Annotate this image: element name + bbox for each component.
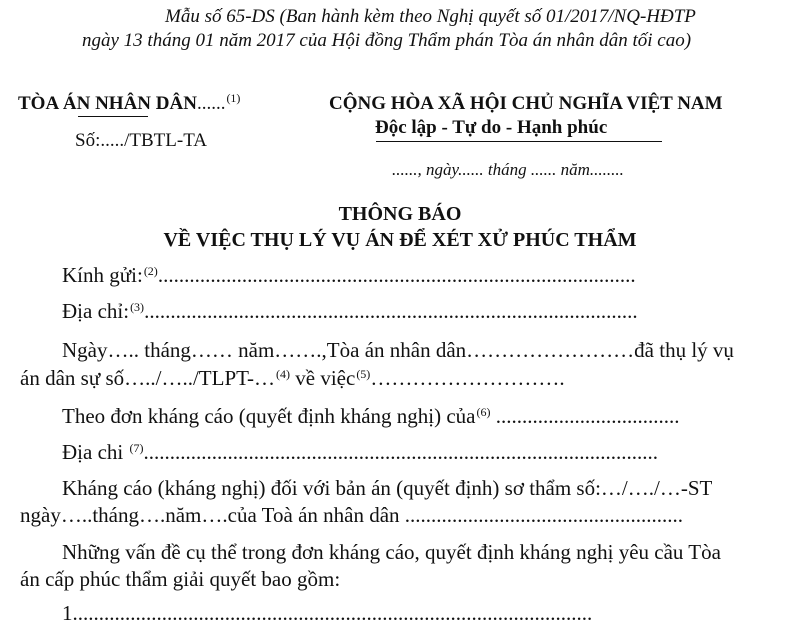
theo-don-footnote: (6) <box>476 405 491 419</box>
form-header-line1: Mẫu số 65-DS (Ban hành kèm theo Nghị quyết số 01/2017/NQ-HĐTP <box>165 6 696 27</box>
thu-ly-case-number: án dân sự số…../…../TLPT-… <box>20 366 276 390</box>
dia-chi2-footnote: (7) <box>129 441 144 455</box>
court-name-footnote: (1) <box>226 91 241 105</box>
thu-ly-line1: Ngày….. tháng…… năm…….,Tòa án nhân dân……………………đã thụ lý vụ <box>62 338 734 362</box>
dia-chi-line <box>62 299 638 324</box>
dia-chi2-label: Địa chi <box>62 440 124 464</box>
thu-ly-ve-viec: về việc <box>295 366 356 390</box>
motto-underline <box>376 141 662 142</box>
nhung-van-de-line2: án cấp phúc thẩm giải quyết bao gồm: <box>20 567 341 591</box>
kinh-gui-line <box>62 263 636 288</box>
kinh-gui-footnote: (2) <box>143 264 158 278</box>
theo-don-dots: ................................... <box>490 404 680 428</box>
thu-ly-footnote-5: (5) <box>356 367 371 381</box>
thu-ly-line2 <box>20 366 565 391</box>
court-name-underline <box>78 116 148 117</box>
date-line: ......, ngày...... tháng ...... năm........ <box>392 160 624 179</box>
khang-cao-date: ngày…..tháng….năm….của Toà án nhân dân <box>20 503 400 527</box>
khang-cao-line1: Kháng cáo (kháng nghị) đối với bản án (quyết định) sơ thẩm số:…/…./…-ST <box>62 476 713 500</box>
court-number: Số:...../TBTL-TA <box>75 130 207 151</box>
khang-cao-dots: ..................................................... <box>399 503 684 527</box>
item-1-number: 1 <box>62 601 73 625</box>
theo-don-line <box>62 404 680 429</box>
thu-ly-footnote-4: (4) <box>276 367 291 381</box>
khang-cao-line2 <box>20 503 683 528</box>
theo-don-label: Theo đơn kháng cáo (quyết định kháng nghị) của <box>62 404 476 428</box>
dia-chi2-dots: .................................................................................................. <box>143 440 658 464</box>
dia-chi2-line <box>62 440 658 465</box>
dia-chi-footnote: (3) <box>130 300 145 314</box>
court-name-text: TÒA ÁN NHÂN DÂN <box>18 93 197 114</box>
nhung-van-de-line1: Những vấn đề cụ thể trong đơn kháng cáo, quyết định kháng nghị yêu cầu Tòa <box>62 540 721 564</box>
dia-chi-dots: .............................................................................................. <box>144 299 638 323</box>
kinh-gui-dots: ........................................................................................... <box>157 263 636 287</box>
item-1-line <box>62 601 592 626</box>
thu-ly-dots: ………………………. <box>370 366 565 390</box>
court-name-dots: ...... <box>196 93 226 114</box>
kinh-gui-label: Kính gửi: <box>62 263 143 287</box>
court-name <box>18 93 240 115</box>
notice-title: THÔNG BÁO <box>338 203 462 225</box>
form-header-line2: ngày 13 tháng 01 năm 2017 của Hội đồng Thẩm phán Tòa án nhân dân tối cao) <box>82 30 692 51</box>
republic-motto: Độc lập - Tự do - Hạnh phúc <box>375 117 608 138</box>
item-1-dots: ................................................................................................... <box>72 601 593 625</box>
republic-title: CỘNG HÒA XÃ HỘI CHỦ NGHĨA VIỆT NAM <box>329 93 723 114</box>
dia-chi-label: Địa chỉ: <box>62 299 130 323</box>
notice-subtitle: VỀ VIỆC THỤ LÝ VỤ ÁN ĐỂ XÉT XỬ PHÚC THẨM <box>163 229 637 251</box>
